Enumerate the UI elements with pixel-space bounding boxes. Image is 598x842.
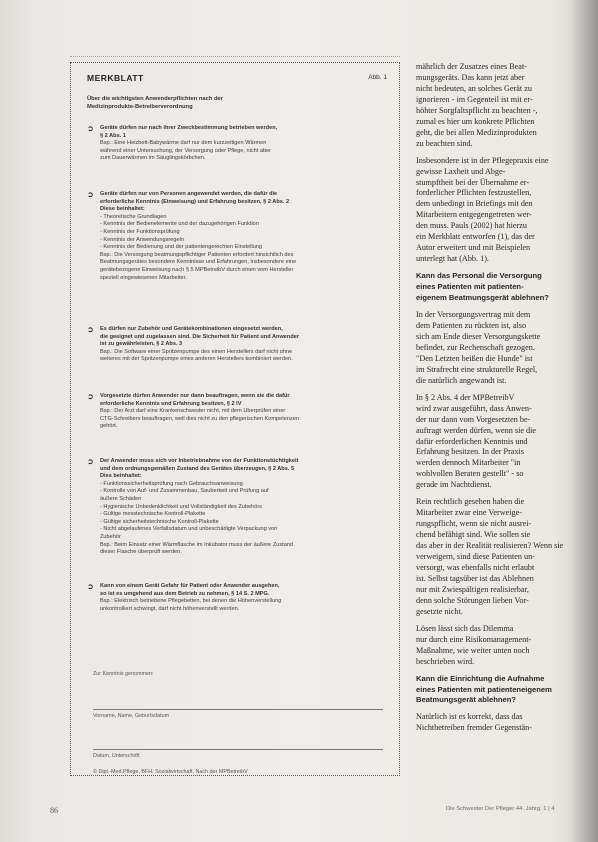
item-body-line: Bsp.: Elektrisch betriebene Pflegebetten, bei denen die Höhenverstellung [100, 598, 282, 605]
item-body-line: unkontrolliert schwingt, darf nicht höhenverstellt werden. [100, 605, 240, 612]
paragraph-line: den muss. Pauls (2002) hat hierzu [416, 221, 527, 231]
paragraph-line: nicht bedeuten, an solches Gerät zu [416, 83, 532, 93]
paragraph-line: gerade im Nachtdienst. [416, 480, 492, 490]
source-note: © Dipl.-Med.Pflege, BFH, Sozialwirtschaft. Nach der MPBetreibV [93, 769, 248, 775]
paragraph-line: mungsgeräts. Das kann jetzt aber [416, 72, 525, 82]
paragraph-line: mährlich der Zusatzes eines Beat- [416, 62, 527, 71]
item-body-line: - Kenntnis der Anwendungsregeln [100, 236, 184, 243]
item-body-line: - Kenntnis der Funktionsprüfung [100, 228, 180, 235]
page-number: 86 [50, 806, 58, 815]
page-edge-shadow [570, 0, 598, 842]
merkblatt-item [87, 393, 387, 431]
paragraph-line: In der Versorgungsvertrag mit dem [416, 310, 531, 320]
paragraph-line: forderlicher Pflichten festzustellen, [416, 188, 532, 198]
item-heading-line: erforderliche Kenntnis und Erfahrung besitzen, § 2 IV [100, 400, 242, 407]
signature-line [93, 749, 383, 750]
item-body-line: gehört. [100, 423, 118, 430]
paragraph-line: geht, die bei allen Medizinprodukten [416, 127, 537, 137]
merkblatt-box [70, 62, 400, 776]
paragraph-line: sich am Ende dieser Versorgungskette [416, 331, 541, 341]
paragraph-line: dem unbedingt in Briefings mit den [416, 199, 533, 209]
item-heading-line: Es dürfen nur Zubehör und Gerätekombinationen eingesetzt werden, [100, 326, 283, 332]
item-heading-line: ist zu gewährleisten, § 2 Abs. 3 [100, 341, 183, 348]
paragraph-line: versorgt, was ebenfalls nicht erlaubt [416, 562, 535, 572]
paragraph-line: beschrieben wird. [416, 656, 475, 666]
paragraph-line: auftragt werden dürfen, wenn sie die [416, 425, 537, 435]
paragraph-line: Insbesondere ist in der Pflegepraxis eine [416, 155, 549, 165]
name-field-label: Vorname, Name, Geburtsdatum [93, 713, 170, 719]
paragraph-line: unterlegt hat (Abb. 1). [416, 254, 489, 264]
section-heading-line: Beatmungsgerät ablehnen? [416, 695, 517, 705]
paragraph-line: wohlvollen Beraten gestellt" - so [416, 469, 524, 479]
paragraph-line: Maßnahme, wie weiter unten noch [416, 645, 530, 655]
item-heading-line: und dem ordnungsgemäßen Zustand des Gerätes überzeugen, § 2 Abs. 5 [100, 465, 295, 472]
item-body-line: äußere Schäden [100, 495, 142, 502]
paragraph-line: dem Patienten zu rückten ist, also [416, 320, 527, 330]
paragraph-line: denn solche Störungen lieben Vor- [416, 595, 529, 605]
paragraph-line: wird zwar ausgeführt, dass Anwen- [416, 403, 532, 413]
paragraph-line: nur mit Zwiespältigen realisierbar, [416, 584, 529, 594]
item-body-line: speziell eingewiesenen Mitarbeiter. [100, 274, 187, 281]
item-body-line: - Gültige sicherheitstechnische Kontroll-Plakette [100, 518, 219, 525]
paragraph-line: befindet, zur Rechenschaft gezogen. [416, 342, 535, 352]
subtitle-line: Über die wichtigsten Anwenderpflichten nach der [87, 96, 224, 102]
item-body-line: Bsp.: Der Arzt darf eine Krankenschwester nicht, mit dem Überprüfen einer [100, 408, 286, 415]
paragraph-line: Autor erweitert und mit Beispielen [416, 243, 531, 253]
arrow-bullet-icon: ➲ [87, 582, 94, 591]
section-heading-line: eines Patienten mit patienteneigenem [416, 684, 552, 694]
paragraph-line: Nichtbetreiben fremder Gegenstän- [416, 723, 532, 733]
arrow-bullet-icon: ➲ [87, 124, 94, 133]
item-body-line: - Funktionssicherheitsprüfung nach Gebrauchsanweisung [100, 480, 243, 487]
item-body-line: Bsp.: Beim Einsatz einer Wärmflasche im Inkubator muss der äußere Zustand [100, 541, 294, 548]
acknowledge-label: Zur Kenntnis genommen: [93, 671, 154, 677]
item-heading-line: § 2 Abs. 1 [100, 132, 126, 139]
item-heading-line: Vorgesetzte dürfen Anwender nur dann beauftragen, wenn sie die dafür [100, 393, 290, 399]
item-body-line: - Kontrolle von Auf- und Zusammenbau, Sauberkeit und Prüfung auf [100, 488, 269, 495]
paragraph-line: rungspflicht, wenn sie nicht ausrei- [416, 519, 532, 529]
arrow-bullet-icon: ➲ [87, 392, 94, 401]
item-heading-line: Kann von einem Gerät Gefahr für Patient oder Anwender ausgehen, [100, 583, 280, 589]
paragraph-line: ein Merkblatt entworfen (1), das der [416, 232, 535, 242]
arrow-bullet-icon: ➲ [87, 457, 94, 466]
top-divider [70, 56, 400, 57]
paragraph-line: stumpftheit bei der Übernahme er- [416, 177, 530, 187]
paragraph-line: Erfahrung besitzen. In der Praxis [416, 447, 524, 457]
figure-label: Abb. 1 [368, 74, 387, 81]
item-body-line: - Kenntnis der Bedienelemente und der dazugehörigen Funktion [100, 221, 259, 228]
paragraph-line: Natürlich ist es korrekt, dass das [416, 712, 523, 722]
article-column [416, 62, 568, 734]
paragraph-line: gewisse Laxheit und Abge- [416, 166, 506, 176]
item-body-line: - Theoretische Grundlagen [100, 213, 167, 220]
paragraph-line: höhter Sorgfaltspflicht zu beachten -, [416, 105, 538, 115]
paragraph-line: nur durch eine Risikomanagement- [416, 634, 532, 644]
paragraph-line: ist. Selbst tagsüber ist das Ablehnen [416, 573, 534, 583]
item-body-line: Zubehör [100, 533, 121, 540]
item-body-line: dieser Flasche überprüft werden. [100, 549, 182, 556]
paragraph-line: Mitarbeitern entgegengetreten wer- [416, 210, 532, 220]
item-heading-line: Der Anwender muss sich vor Inbetriebnahme von der Funktionstüchtigkeit [100, 458, 299, 464]
signature-line [93, 709, 383, 710]
item-body-line: während einer Untersuchung, der Versorgung oder Pflege, nicht aber [100, 147, 272, 154]
item-heading-line: Geräte dürfen nur von Personen angewendet werden, die dafür die [100, 191, 278, 197]
subtitle-line: Medizinprodukte-Betreiberverordnung [87, 104, 193, 110]
paragraph-line: gesetzte nicht. [416, 606, 463, 616]
merkblatt-item [87, 326, 387, 364]
item-body-line: gerätebezogene Einweisung nach § 5 MPBetreibV durch einen vom Hersteller [100, 266, 294, 273]
paragraph-line: "Den Letzten beißen die Hunde" ist [416, 353, 533, 363]
merkblatt-item [87, 458, 387, 557]
item-body-line: Bsp.: Eine Heizbett-Babywärme darf nur dem kurzzeitigen Wärmen [100, 140, 267, 147]
merkblatt-item [87, 583, 387, 613]
item-body-line: - Gültige messtechnische Kontroll-Plakette [100, 511, 206, 518]
paragraph-line: Mitarbeiter zwar eine Verweige- [416, 508, 523, 518]
section-heading-line: eines Patienten mit patienten- [416, 282, 524, 292]
item-body-line: - Nicht abgelaufenes Verfallsdatum und unbeschädigte Verpackung von [100, 526, 278, 533]
section-heading-line: Kann das Personal die Versorgung [416, 271, 542, 281]
paragraph-line: die natürlich angewandt ist. [416, 375, 507, 385]
item-heading-line: die geeignet und zugelassen sind. Die Sicherheit für Patient und Anwender [100, 333, 300, 340]
section-heading-line: Kann die Einrichtung die Aufnahme [416, 673, 545, 683]
merkblatt-item [87, 125, 387, 163]
paragraph-line: In § 2 Abs. 4 der MPBetreibV [416, 392, 515, 402]
item-body-line: CTG-Schreibers beauftragen, weil dies nicht zu den pflegerischen Kompetenzen [100, 415, 299, 422]
item-body-line: Beatmungsgerätes besondere Kenntnisse und Erfahrungen, insbesondere eine [100, 259, 297, 266]
item-heading-line: so ist es umgehend aus dem Betrieb zu nehmen, § 14 S. 2 MPG. [100, 590, 270, 597]
paragraph-line: zumal es hier um konkrete Pflichten [416, 116, 535, 126]
paragraph-line: chend befähigt sind. Wie sollen sie [416, 530, 531, 540]
paragraph-line: dafür erforderlichen Kenntnis und [416, 436, 528, 446]
paragraph-line: der nur dann vom Vorgesetzten be- [416, 414, 531, 424]
item-body-line: Bsp.: Die Software einer Spritzenpumpe des einen Herstellers darf nicht ohne [100, 348, 293, 355]
arrow-bullet-icon: ➲ [87, 190, 94, 199]
arrow-bullet-icon: ➲ [87, 325, 94, 334]
merkblatt-subtitle [87, 95, 337, 111]
paragraph-line: ignorieren - im Gegenteil ist mit er- [416, 94, 533, 104]
date-signature-label: Datum, Unterschrift [93, 753, 140, 759]
item-body-line: weiteres mit der Spritzenpumpe eines anderen Herstellers kombiniert werden. [100, 356, 293, 363]
item-body-line: - Hygienische Unbedenklichkeit und Vollständigkeit des Zubehörs [100, 503, 263, 510]
paragraph-line: im Strafrecht eine strukturelle Regel, [416, 364, 538, 374]
merkblatt-title: MERKBLATT [87, 73, 144, 83]
paragraph-line: Rein rechtlich gesehen haben die [416, 497, 525, 507]
paragraph-line: zu beachten sind. [416, 138, 473, 148]
item-body-line: Bsp.: Die Versorgung beatmungspflichtiger Patienten erfordert hinsichtlich des [100, 251, 294, 258]
item-heading-line: Geräte dürfen nur nach ihrer Zweckbestimmung betrieben werden, [100, 125, 278, 131]
item-heading-line: Dies beinhaltet: [100, 473, 142, 480]
item-heading-line: erforderliche Kenntnis (Einweisung) und Erfahrung besitzen, § 2 Abs. 2 [100, 198, 290, 205]
running-footer: Die Schwester Der Pfleger 44. Jahrg. 1 | 4 [446, 806, 555, 812]
paragraph-line: das aber in der Realität realisieren? Wenn sie [416, 541, 564, 551]
section-heading-line: eigenem Beatmungsgerät ablehnen? [416, 293, 549, 303]
paragraph-line: werden dennoch Mitarbeiter "in [416, 458, 521, 468]
item-body-line: zum Dauerwärmen im Säuglingskörbchen. [100, 155, 206, 162]
item-heading-line: Diese beinhaltet: [100, 206, 145, 213]
item-body-line: - Kenntnis der Bedienung und der patientengerechten Einstellung [100, 244, 263, 251]
merkblatt-item [87, 191, 387, 282]
paragraph-line: verweigern, sind diese Patienten un- [416, 552, 535, 562]
paragraph-line: Lösen lässt sich das Dilemma [416, 623, 514, 633]
